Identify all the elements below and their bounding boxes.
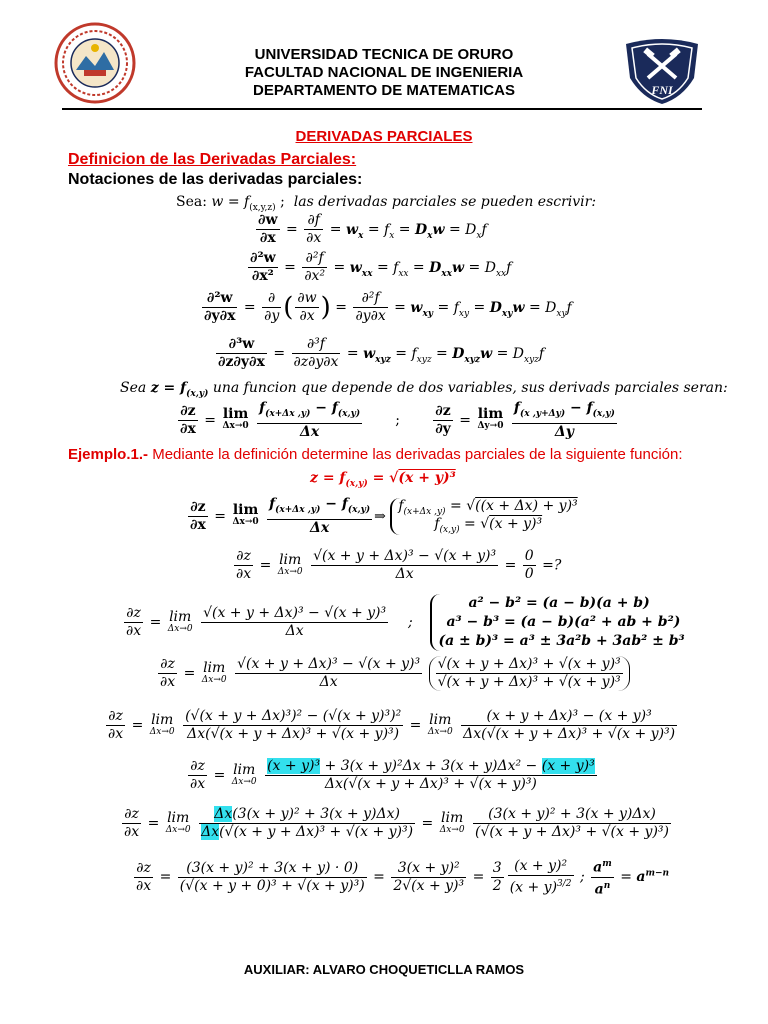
identity-3: (a ± b)³ = a³ ± 3a²b + 3ab² ± b³ xyxy=(438,633,685,649)
equation-sea-z: Sea $z = f_{(x,y)}$ una funcion que depende de dos variables, sus derivads parciales seran: xyxy=(120,380,728,399)
equation-mixed-partial: $\frac{\text{∂²w}}{\partial y\partial x}$ = $\frac{\partial}{\partial y}$ ( $\frac{\partial w}{\partial x}$ ) = $\frac{\text{∂²f}}{\partial y\partial x}$ = $w_{xy} = f_{xy} = D_{xy}w = D_{xy}f$ xyxy=(204,290,572,324)
fni-shield-icon xyxy=(622,38,702,106)
highlight-dx-bottom: Δx xyxy=(201,824,220,840)
ejemplo-label: Ejemplo.1.- xyxy=(68,446,149,463)
ejemplo-text: Mediante la definición determine las derivadas parciales de la siguiente función: xyxy=(152,446,683,463)
sea-label: Sea: xyxy=(176,194,207,210)
equation-step-2: $\frac{\partial z}{\partial x}$ = lim Δx→0 $\frac{\text{√(x + y + Δx)³ − √(x + y)³}}{\Delta x}$ = $\frac{0}{0}$ =? xyxy=(236,548,562,582)
footer-auxiliar: AUXILIAR: ALVARO CHOQUETICLLA RAMOS xyxy=(243,962,525,977)
section-definicion: Definicion de las Derivadas Parciales: xyxy=(68,151,357,168)
highlight-term-2: (x + y)³ xyxy=(541,758,595,774)
identity-2: a³ − b³ = (a − b)(a² + ab + b²) xyxy=(446,614,681,630)
fni-logo-text: FNI xyxy=(651,83,673,97)
page-title: DERIVADAS PARCIALES xyxy=(295,128,473,145)
sea-text: las derivadas parciales se pueden escrivir: xyxy=(293,194,597,210)
university-seal-icon xyxy=(54,22,136,104)
equation-step-3: $\frac{\partial z}{\partial x}$ = lim Δx→0 $\frac{\text{√(x + y + Δx)³ − √(x + y)³}}{\Delta x}$ ; a² − b² = (a − b)(a + b) a³ − b³ = (a − b)(a² + ab + b²) (a ± b)³ = a³ ± 3a²b + 3ab² ± b³ xyxy=(126,595,685,649)
equation-example-function: $z = f_{(x,y)} = √(x + y)^3$ xyxy=(310,470,456,489)
equation-sea-w: Sea: $w = f_{(x,y,z)}$ ; las derivadas parciales se pueden escrivir: xyxy=(176,194,597,213)
equation-third-partial: $\frac{\text{∂³w}}{\partial z\partial y\partial x}$ = $\frac{\text{∂³f}}{\partial z\partial y\partial x}$ = $w_{xyz} = f_{xyz} = D_{xyz}w = D_{xyz}f$ xyxy=(218,336,545,370)
funcion-text: una funcion que depende de dos variables, sus derivads parciales seran: xyxy=(212,380,728,396)
header-university: UNIVERSIDAD TECNICA DE ORURO xyxy=(254,46,514,63)
sea2-label: Sea xyxy=(120,380,147,396)
header-department: DEPARTAMENTO DE MATEMATICAS xyxy=(253,82,515,99)
equation-step-4: $\frac{\partial z}{\partial x}$ = lim Δx→0 $\frac{\text{√(x + y + Δx)³ − √(x + y)³}}{\Delta x}$ $\frac{\text{√(x + y + Δx)³ + √(x + y)³}}{\text{√(x + y + Δx)³ + √(x + y)³}}$ xyxy=(156,656,630,691)
highlight-term-1: (x + y)³ xyxy=(267,758,321,774)
section-notaciones: Notaciones de las derivadas parciales: xyxy=(68,171,363,188)
equation-step-6: $\frac{\partial z}{\partial x}$ = lim Δx→0 $\frac{\text{(x + y)³ + 3(x + y)²Δx + 3(x + y)Δx² − (x + y)³}}{\text{Δx(√(x + y + Δx)³ + √(x + y)³)}}$ xyxy=(190,758,595,792)
equation-first-partial: $\frac{\partial w}{\partial x}$ = $\frac{\partial f}{\partial x}$ = $w_x = f_x = D_xw = D_xf$ xyxy=(258,212,487,246)
equation-step-1: $\frac{\partial z}{\partial x}$ = lim Δx→0 $\frac{f_{(x+\Delta x ,y)} - f_{(x,y)}}{\Delta x}$ ⇒ $f_{(x+\Delta x ,y)} = √((x + \Delta x) + y)^3$ $f_{(x,y)} = √(x + y)^3$ xyxy=(190,496,578,536)
equation-step-5: $\frac{\partial z}{\partial x}$ = lim Δx→0 $\frac{\text{(√(x + y + Δx)³)² − (√(x + y)³)²}}{\text{Δx(√(x + y + Δx)³ + √(x + y)³)}}$ = lim Δx→0 $\frac{\text{(x + y + Δx)³ − (x + y)³}}{\text{Δx(√(x + y + Δx)³ + √(x + y)³)}}$ xyxy=(108,708,676,742)
highlight-dx-top: Δx xyxy=(214,806,233,822)
header-faculty: FACULTAD NACIONAL DE INGENIERIA xyxy=(244,64,524,81)
ejemplo-line xyxy=(68,446,683,463)
equation-second-partial: $\frac{\text{∂²w}}{\text{∂x²}}$ = $\frac{\text{∂²f}}{\text{∂x²}}$ = $w_{xx} = f_{xx} = D_{xx}w = D_{xx}f$ xyxy=(250,250,512,284)
equation-limit-definitions: $\frac{\partial z}{\partial x}$ = lim Δx→0 $\frac{f_{(x+\Delta x ,y)} - f_{(x,y)}}{\Delta x}$ ; $\frac{\partial z}{\partial y}$ = lim Δy→0 $\frac{f_{(x ,y+\Delta y)} - f_{(x,y)}}{\Delta y}$ xyxy=(180,400,615,440)
header-divider xyxy=(62,108,702,110)
equation-step-8: $\frac{\partial z}{\partial x}$ = $\frac{\text{(3(x + y)² + 3(x + y) · 0)}}{\text{(√(x + y + 0)³ + √(x + y)³)}}$ = $\frac{\text{3(x + y)²}}{\text{2√(x + y)³}}$ = $\frac{3}{2}$ $\frac{\text{(x + y)²}}{(x + y)^{3/2}}$ ; $\frac{a^m}{a^n}$ = $a^{m-n}$ xyxy=(136,857,670,898)
identity-1: a² − b² = (a − b)(a + b) xyxy=(468,595,650,611)
equation-step-7: $\frac{\partial z}{\partial x}$ = lim Δx→0 $\frac{\text{Δx(3(x + y)² + 3(x + y)Δx)}}{\text{Δx(√(x + y + Δx)³ + √(x + y)³)}}$ = lim Δx→0 $\frac{\text{(3(x + y)² + 3(x + y)Δx)}}{\text{(√(x + y + Δx)³ + √(x + y)³)}}$ xyxy=(124,806,669,840)
